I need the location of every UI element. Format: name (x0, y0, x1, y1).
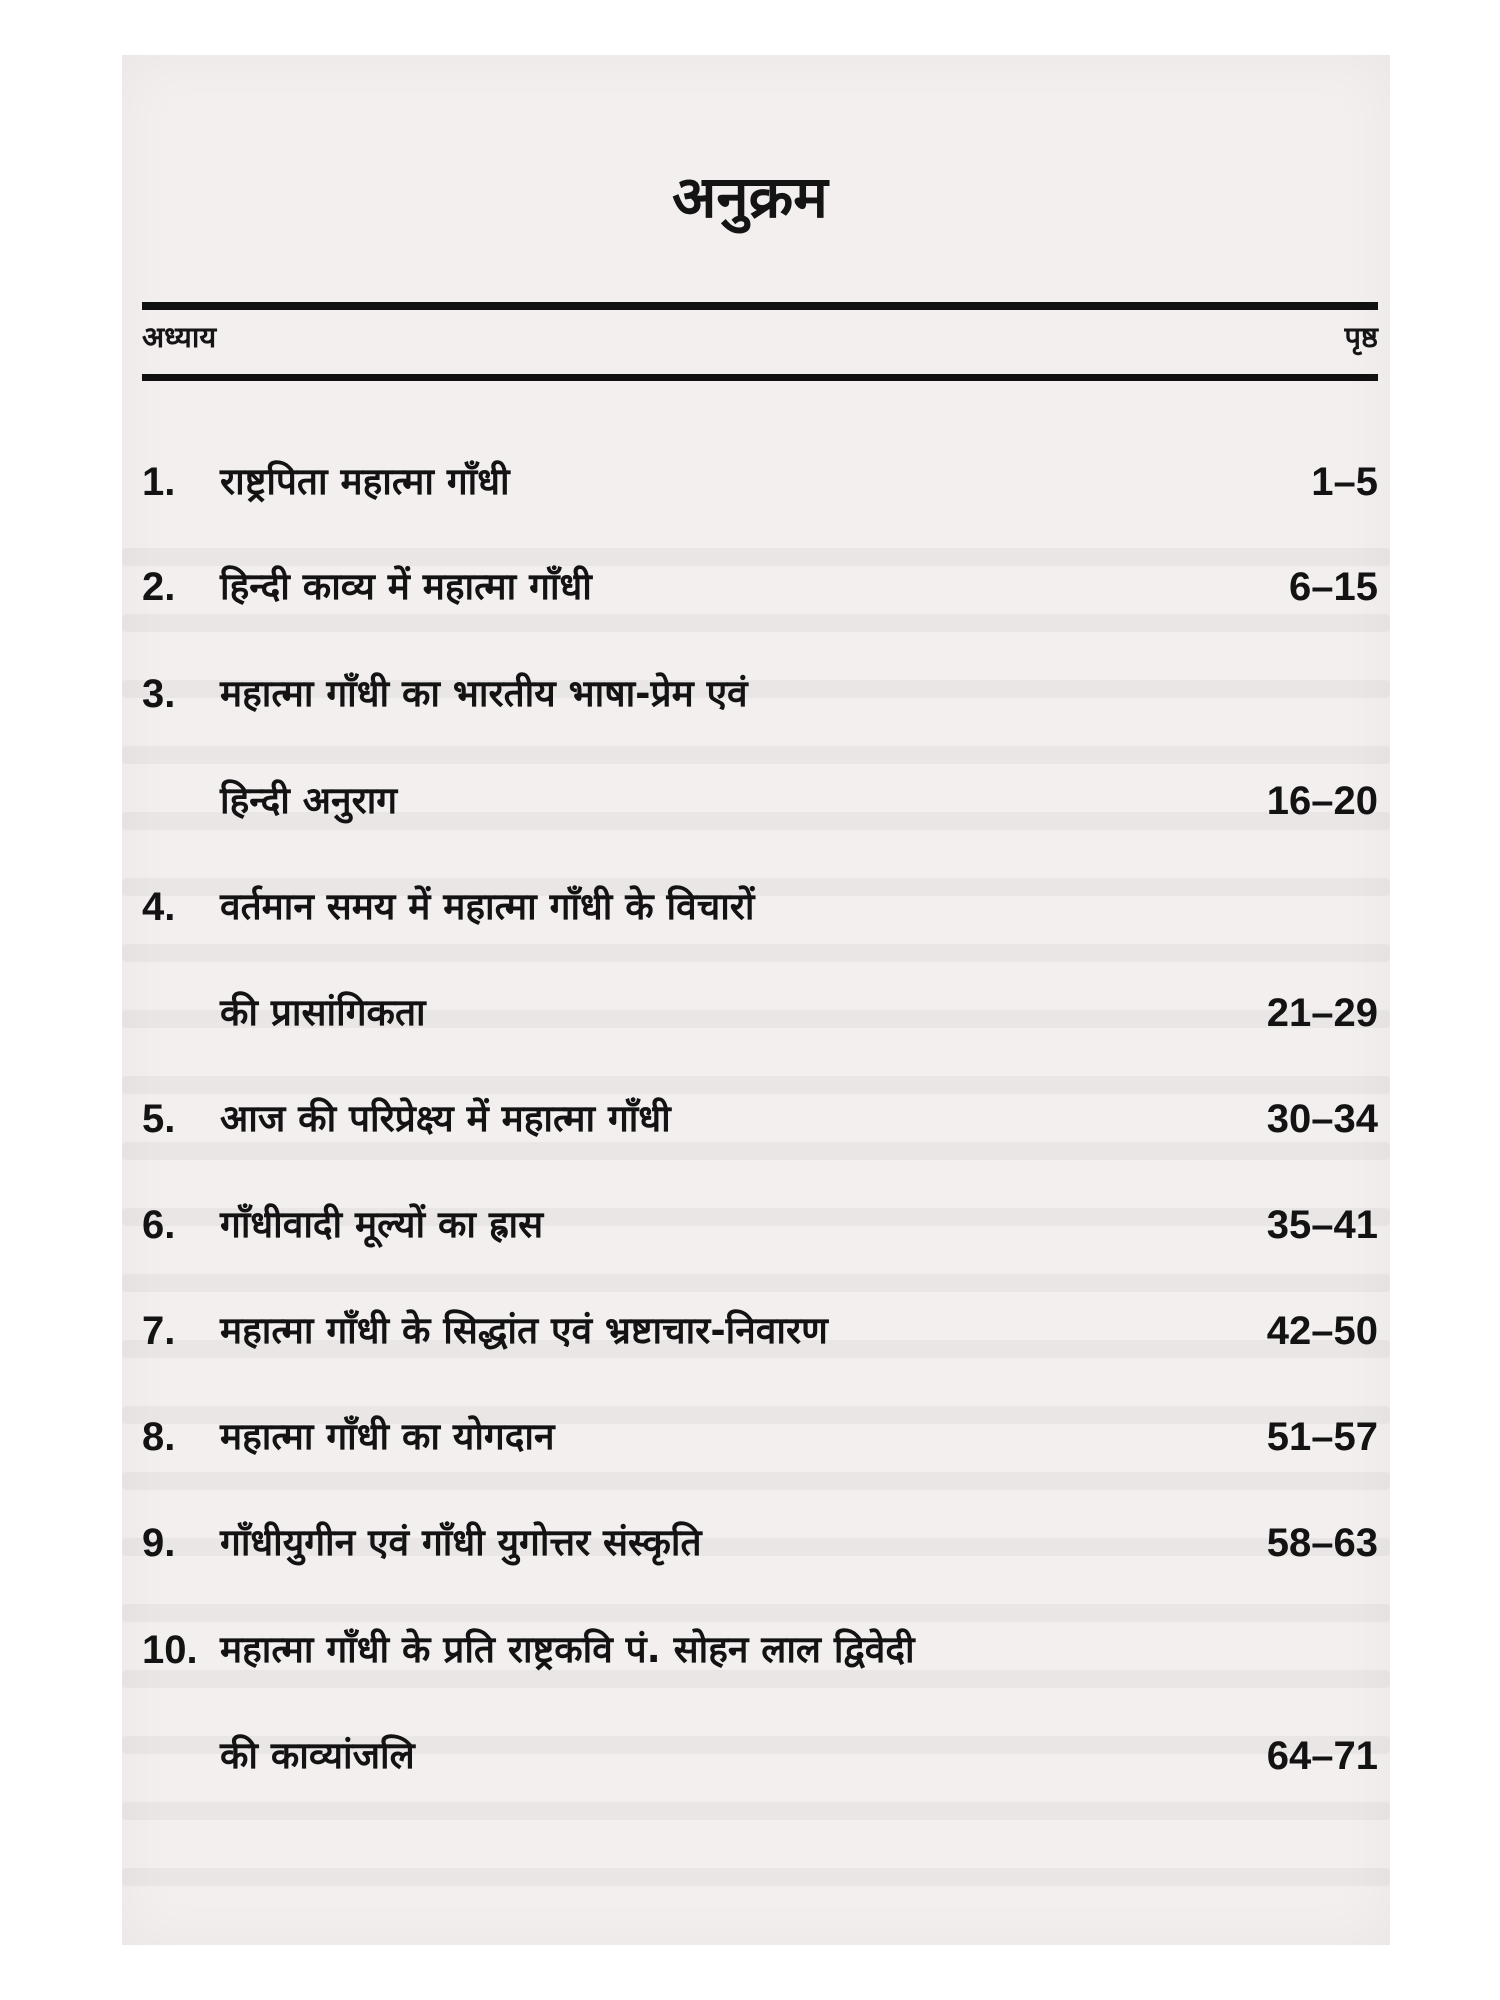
toc-entry (142, 1089, 1378, 1149)
page-title: अनुक्रम (672, 163, 828, 231)
bleed-through-line (122, 1274, 1390, 1292)
header-top-rule (142, 302, 1378, 310)
entry-title: राष्ट्रपिता महात्मा गाँधी (220, 460, 510, 503)
entry-pages: 21–29 (1266, 991, 1378, 1035)
bleed-through-line (122, 1472, 1390, 1490)
entry-title: वर्तमान समय में महात्मा गाँधी के विचारों (220, 885, 755, 928)
entry-number: 1. (142, 460, 176, 504)
entry-pages: 6–15 (1289, 565, 1378, 609)
toc-entry (142, 452, 1378, 512)
entry-title: आज की परिप्रेक्ष्य में महात्मा गाँधी (220, 1097, 671, 1140)
header-bottom-rule (142, 374, 1378, 381)
page-column-header: पृष्ठ (1344, 320, 1378, 354)
entry-pages: 16–20 (1266, 779, 1378, 823)
toc-entry (142, 1407, 1378, 1467)
toc-entry (142, 1195, 1378, 1255)
entry-pages: 51–57 (1266, 1415, 1378, 1459)
entry-number: 10. (142, 1628, 198, 1672)
entry-pages: 58–63 (1266, 1521, 1378, 1565)
bleed-through-line (122, 944, 1390, 962)
toc-entry (142, 557, 1378, 617)
toc-entry (142, 664, 1378, 724)
entry-title-continued: की काव्यांजलि (220, 1734, 415, 1777)
entry-title: महात्मा गाँधी के सिद्धांत एवं भ्रष्टाचार-निवारण (220, 1309, 828, 1352)
bleed-through-line (122, 1802, 1390, 1820)
entry-number: 5. (142, 1097, 176, 1141)
bleed-through-line (122, 1868, 1390, 1886)
toc-entry (142, 1620, 1378, 1680)
bleed-through-line (122, 746, 1390, 764)
toc-entry-continuation (142, 1726, 1378, 1786)
entry-title-continued: की प्रासांगिकता (220, 991, 426, 1034)
entry-pages: 35–41 (1266, 1203, 1378, 1247)
entry-number: 2. (142, 565, 176, 609)
toc-entry-continuation (142, 983, 1378, 1043)
entry-number: 8. (142, 1415, 176, 1459)
entry-number: 6. (142, 1203, 176, 1247)
entry-pages: 64–71 (1266, 1734, 1378, 1778)
entry-title-continued: हिन्दी अनुराग (220, 779, 398, 822)
entry-pages: 42–50 (1266, 1309, 1378, 1353)
entry-number: 7. (142, 1309, 176, 1353)
entry-number: 4. (142, 885, 176, 929)
entry-number: 3. (142, 672, 176, 716)
entry-number: 9. (142, 1521, 176, 1565)
entry-title: हिन्दी काव्य में महात्मा गाँधी (220, 565, 592, 608)
entry-title: महात्मा गाँधी का योगदान (220, 1415, 555, 1458)
toc-entry (142, 1301, 1378, 1361)
toc-entry (142, 877, 1378, 937)
chapter-column-header: अध्याय (142, 320, 217, 354)
entry-title: गाँधीयुगीन एवं गाँधी युगोत्तर संस्कृति (220, 1521, 702, 1564)
toc-entry (142, 1513, 1378, 1573)
entry-title: महात्मा गाँधी का भारतीय भाषा-प्रेम एवं (220, 672, 748, 715)
entry-title: गाँधीवादी मूल्यों का ह्रास (220, 1203, 544, 1246)
entry-pages: 30–34 (1266, 1097, 1378, 1141)
entry-title: महात्मा गाँधी के प्रति राष्ट्रकवि पं. सोहन लाल द्विवेदी (220, 1628, 915, 1671)
toc-entry-continuation (142, 771, 1378, 831)
entry-pages: 1–5 (1311, 460, 1378, 504)
